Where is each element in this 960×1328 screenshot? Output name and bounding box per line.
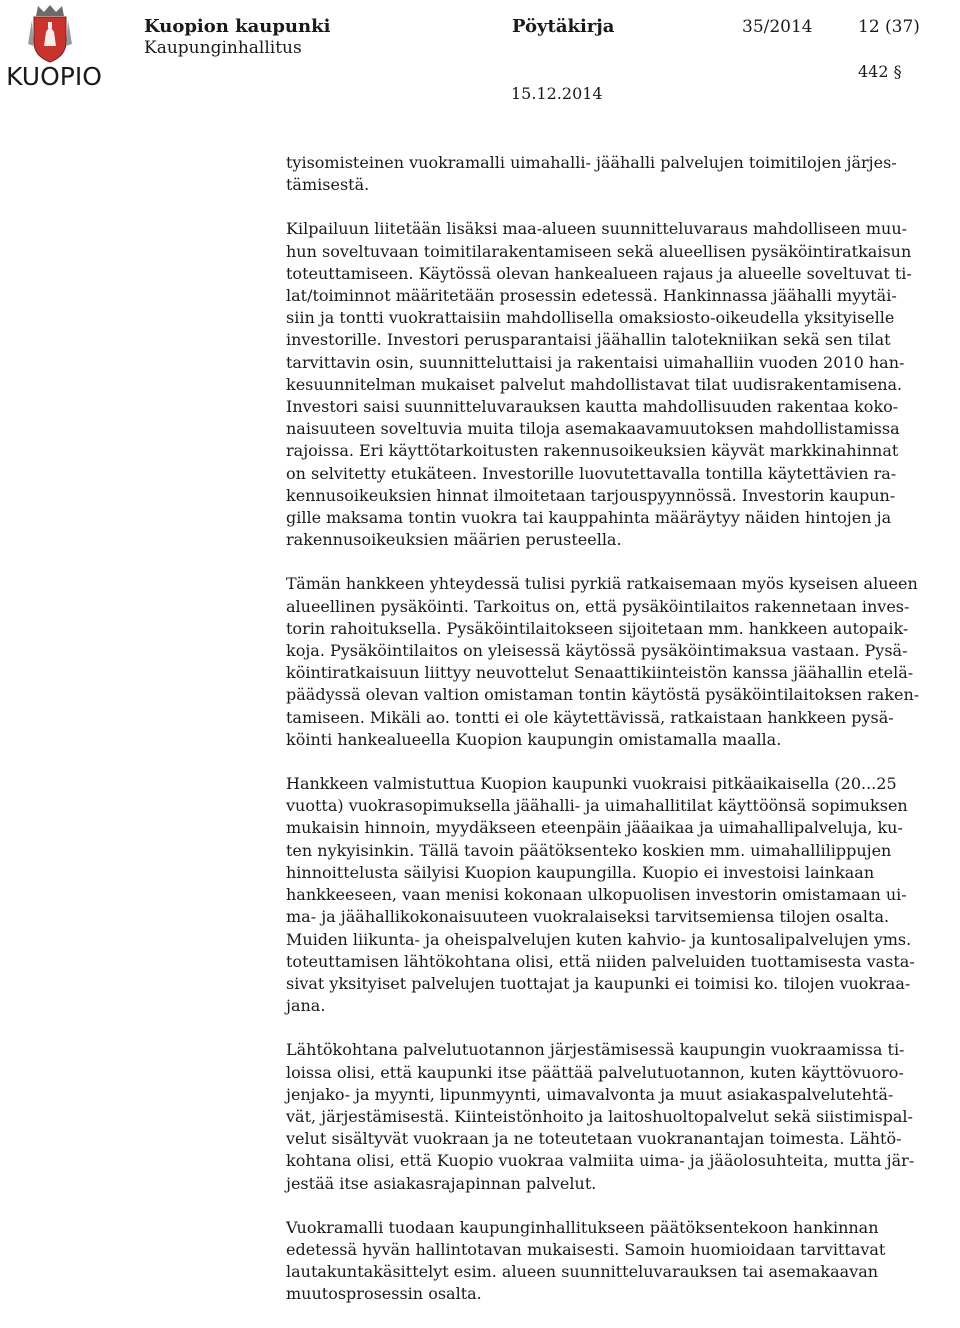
document-type: Pöytäkirja xyxy=(512,16,615,37)
unit-name: Kaupunginhallitus xyxy=(144,38,302,58)
section-number: 442 § xyxy=(858,62,902,81)
paragraph: tyisomisteinen vuokramalli uimahalli- jäähalli palvelujen toimitilojen järjes- tämisestä. xyxy=(286,153,897,195)
paragraph: Kilpailuun liitetään lisäksi maa-alueen suunnitteluvaraus mahdolliseen muu- hun soveltuvaan toimitilarakentamiseen sekä alueellisen pysäköintiratkaisun toteuttamiseen. Käytössä olevan hankealueen rajaus ja alueelle soveltuvat ti- lat/toiminnot määritetään prosessin edetessä. Hankinnassa jäähalli myytäi- siin ja tontti vuokrattaisiin mahdollisella omaksiosto-oikeudella yksityiselle investorille. Investori perusparantaisi jäähallin talotekniikan sekä sen tilat tarvittavin osin, suunnitteluttaisi ja rakentaisi uimahalliin vuoden 2010 han- kesuunnitelman mukaiset palvelut mahdollistavat tilat uudisrakentamisena. Investori saisi suunnitteluvarauksen kautta mahdollisuuden rakentaa koko- naisuuteen soveltuvia muita tiloja asemakaavamuutoksen mahdollistamissa rajoissa. Eri käyttötarkoitusten rakennusoikeuksien käyvät markkinahinnat on selvitetty etukäteen. Investorille luovutettavalla tontilla käytettävien ra- kennusoikeuksien hinnat ilmoitetaan tarjouspyynnössä. Investorin kaupun- gille maksama tontin vuokra tai kauppahinta määräytyy näiden hintojen ja rakennusoikeuksien määrien perusteella. xyxy=(286,219,912,550)
document-body xyxy=(286,152,954,1328)
coat-of-arms-icon xyxy=(4,2,100,64)
city-logo xyxy=(4,2,100,98)
paragraph: Lähtökohtana palvelutuotannon järjestämisessä kaupungin vuokraamissa ti- loissa olisi, että kaupunki itse päättää palvelutuotannon, kuten käyttövuoro- jenjako- ja myynti, lipunmyynti, uimavalvonta ja muut asiakaspalvelutehtä- vät, järjestämisestä. Kiinteistönhoito ja laitoshuoltopalvelut sekä siistimispal- velut sisältyvät vuokraan ja ne toteutetaan vuokranantajan toimesta. Lähtö- kohtana olisi, että Kuopio vuokraa valmiita uima- ja jääolosuhteita, mutta jär- jestää itse asiakasrajapinnan palvelut. xyxy=(286,1040,915,1193)
document-number: 35/2014 xyxy=(742,17,813,37)
meeting-date: 15.12.2014 xyxy=(511,84,603,103)
paragraph: Hankkeen valmistuttua Kuopion kaupunki vuokraisi pitkäaikaisella (20...25 vuotta) vuokrasopimuksella jäähalli- ja uimahallitilat käyttöönsä sopimuksen mukaisin hinnoin, myydäkseen eteenpäin jääaikaa ja uimahallipalveluja, ku- ten nykyisinkin. Tällä tavoin päätöksenteko koskien mm. uimahallilippujen hinnoittelusta säilyisi Kuopion kaupungilla. Kuopio ei investoisi lainkaan hankkeeseen, vaan menisi kokonaan ulkopuolisen investorin omistamaan ui- ma- ja jäähallikokonaisuuteen vuokralaiseksi tarvitsemiensa tilojen osalta. Muiden liikunta- ja oheispalvelujen kuten kahvio- ja kuntosalipalvelujen yms. toteuttamisen lähtökohtana olisi, että niiden palveluiden tuottamisesta vasta- sivat yksityiset palvelujen tuottajat ja kaupunki ei toimisi ko. tilojen vuokraa- jana. xyxy=(286,774,915,1016)
logo-wordmark: KUOPIO xyxy=(6,62,102,91)
page-number: 12 (37) xyxy=(858,17,920,37)
paragraph: Vuokramalli tuodaan kaupunginhallitukseen päätöksentekoon hankinnan edetessä hyvän hallintotavan mukaisesti. Samoin huomioidaan tarvittavat lautakuntakäsittelyt esim. alueen suunnitteluvarauksen tai asemakaavan muutosprosessin osalta. xyxy=(286,1217,886,1304)
organization-name: Kuopion kaupunki xyxy=(144,16,331,37)
paragraph: Tämän hankkeen yhteydessä tulisi pyrkiä ratkaisemaan myös kyseisen alueen alueellinen pysäköinti. Tarkoitus on, että pysäköintilaitos rakennetaan inves- torin rahoituksella. Pysäköintilaitokseen sijoitetaan mm. hankkeen autopaik- koja. Pysäköintilaitos on yleisessä käytössä pysäköintimaksua vastaan. Pysä- köintiratkaisuun liittyy neuvottelut Senaattikiinteistön kanssa jäähallin etelä- päädyssä olevan valtion omistaman tontin käytöstä pysäköintilaitoksen raken- tamiseen. Mikäli ao. tontti ei ole käytettävissä, ratkaistaan hankkeen pysä- köinti hankealueella Kuopion kaupungin omistamalla maalla. xyxy=(286,574,920,749)
